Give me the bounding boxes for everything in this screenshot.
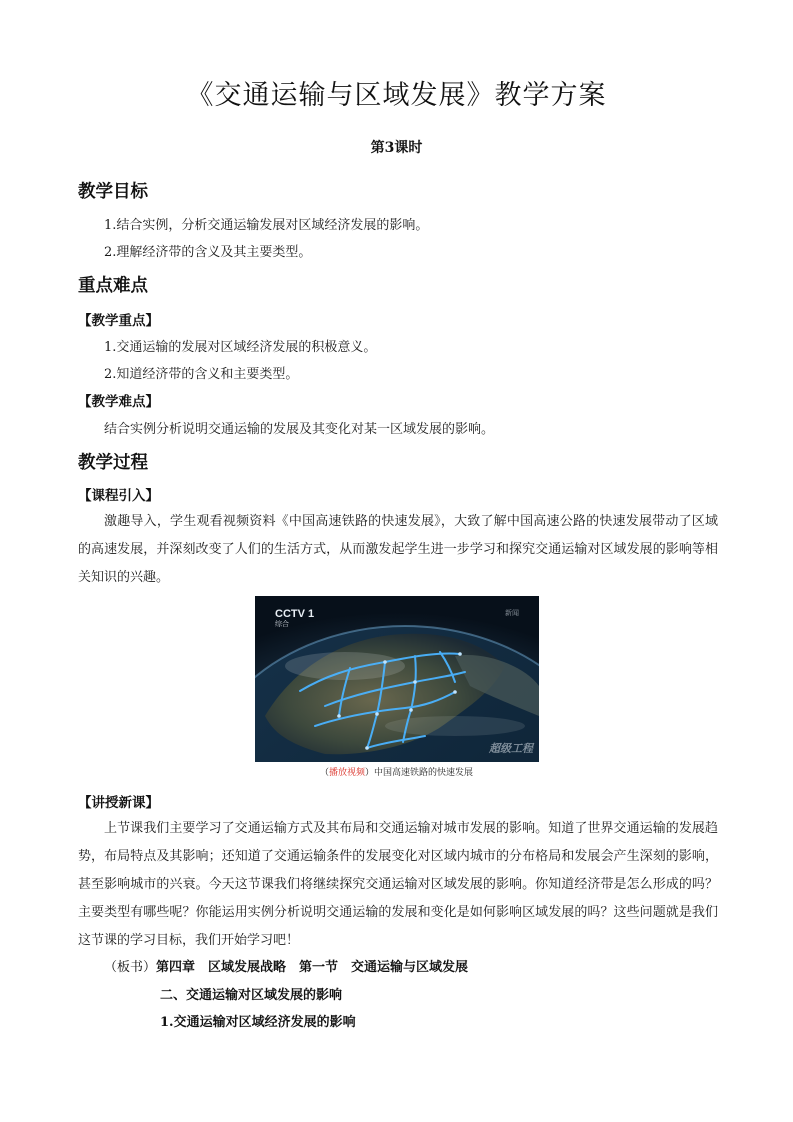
caption-accent: 播放视频 <box>328 768 365 778</box>
caption-open: （ <box>319 768 329 778</box>
difficulty-label: 【教学难点】 <box>78 394 159 410</box>
focus-label: 【教学重点】 <box>78 313 159 329</box>
board-line-1 <box>104 958 468 978</box>
program-watermark: 超级工程 <box>489 742 533 755</box>
cctv-logo-sub: 综合 <box>275 621 289 628</box>
video-screenshot <box>255 596 539 762</box>
corner-label: 新闻 <box>505 610 519 617</box>
caption-close: ） <box>365 768 375 778</box>
board-line-2: 二、交通运输对区域发展的影响 <box>160 988 343 1003</box>
board-chapter: 第四章 区域发展战略 第一节 交通运输与区域发展 <box>156 960 469 975</box>
document-title: 《交通运输与区域发展》教学方案 <box>186 80 607 111</box>
intro-paragraph: 激趣导入，学生观看视频资料《中国高速铁路的快速发展》，大致了解中国高速公路的快速发展带动了区域的高速发展，并深刻改变了人们的生活方式，从而激发起学生进一步学习和探究交通运输对区域发展的影响等相关知识的兴趣。 <box>78 514 718 585</box>
goal-item-1: 1.结合实例，分析交通运输发展对区域经济发展的影响。 <box>104 218 429 233</box>
caption-text: 中国高速铁路的快速发展 <box>374 768 474 778</box>
intro-label: 【课程引入】 <box>78 488 159 504</box>
cctv-logo <box>275 608 314 629</box>
goal-item-2: 2.理解经济带的含义及其主要类型。 <box>104 245 312 260</box>
focus-item-1: 1.交通运输的发展对区域经济发展的积极意义。 <box>104 340 377 355</box>
board-line-3: 1.交通运输对区域经济发展的影响 <box>160 1015 356 1030</box>
figure-caption <box>0 767 793 779</box>
goals-heading: 教学目标 <box>78 182 148 202</box>
focus-item-2: 2.知道经济带的含义和主要类型。 <box>104 367 299 382</box>
cctv-logo-text: CCTV 1 <box>275 608 315 620</box>
lecture-paragraph: 上节课我们主要学习了交通运输方式及其布局和交通运输对城市发展的影响。知道了世界交通运输的发展趋势，布局特点及其影响；还知道了交通运输条件的发展变化对区域内城市的分布格局和发展会产生深刻的影响，甚至影响城市的兴衰。今天这节课我们将继续探究交通运输对区域发展的影响。你知道经济带是怎么形成的吗？主要类型有哪些呢？你能运用实例分析说明交通运输的发展和变化是如何影响区域发展的吗？这些问题就是我们这节课的学习目标，我们开始学习吧！ <box>78 821 718 948</box>
keypoints-heading: 重点难点 <box>78 276 148 296</box>
lesson-number: 第3课时 <box>370 140 423 156</box>
board-prefix: （板书） <box>104 960 157 975</box>
process-heading: 教学过程 <box>78 453 148 473</box>
difficulty-text: 结合实例分析说明交通运输的发展及其变化对某一区域发展的影响。 <box>104 422 495 437</box>
lecture-label: 【讲授新课】 <box>78 795 159 811</box>
